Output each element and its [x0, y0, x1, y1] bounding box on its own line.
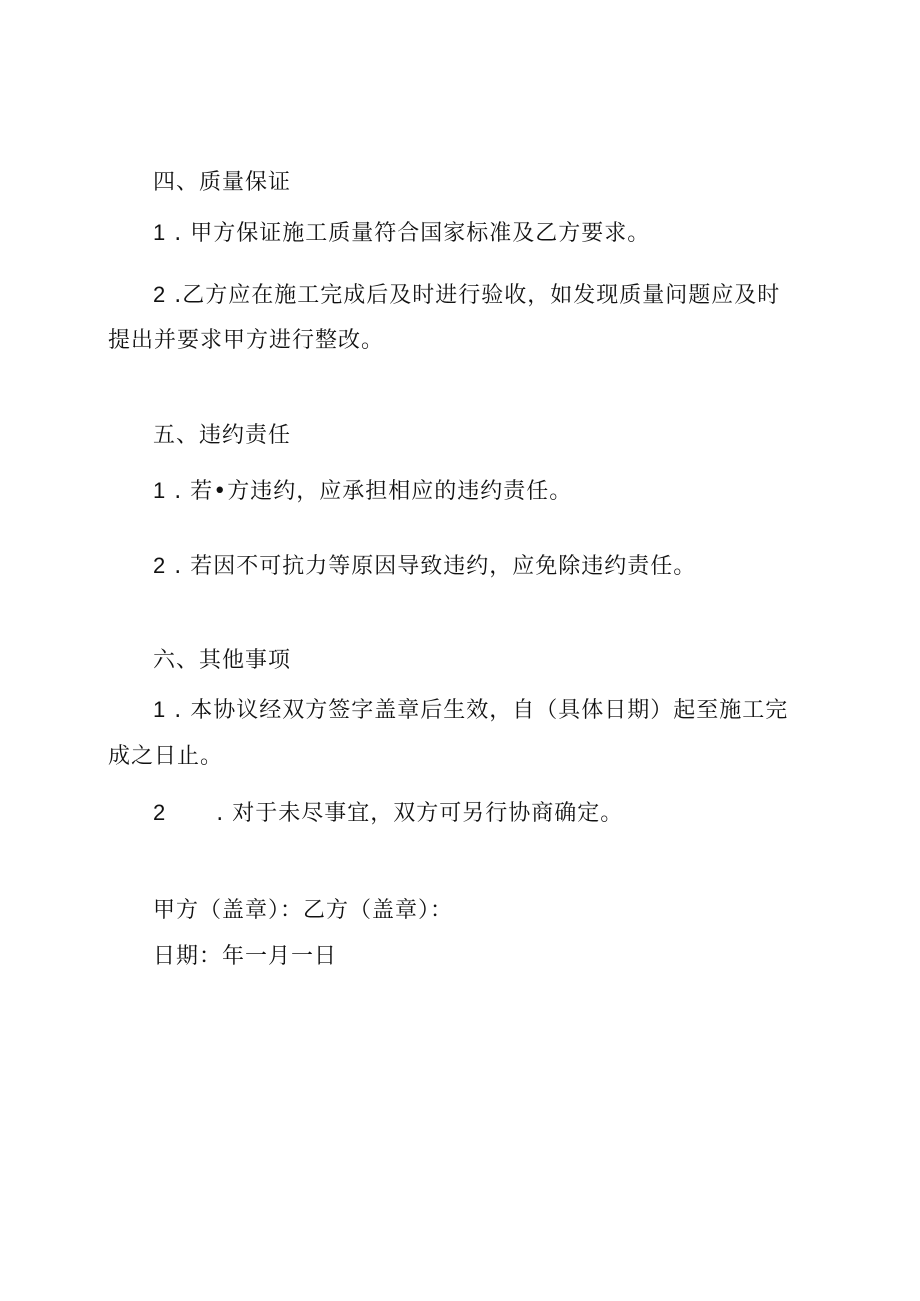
section-4-heading: 四、质量保证 — [153, 170, 292, 195]
signature-parties: 甲方（盖章）：乙方（盖章）： — [153, 898, 454, 923]
section-4-item-1 — [153, 218, 650, 249]
item-number: 2 — [153, 282, 167, 307]
item-text: .乙方应在施工完成后及时进行验收，如发现质量问题应及时 — [174, 283, 781, 308]
signature-date: 日期：年一月一日 — [153, 944, 338, 969]
item-number: 1 — [153, 697, 167, 722]
item-text: . 若因不可抗力等原因导致违约，应免除违约责任。 — [174, 554, 697, 579]
item-number: 2 — [153, 800, 167, 825]
item-number: 1 — [153, 478, 167, 503]
section-4-item-2-continuation: 提出并要求甲方进行整改。 — [108, 328, 385, 353]
item-text: . 本协议经双方签字盖章后生效，自（具体日期）起至施工完 — [174, 698, 789, 723]
section-4-item-2 — [153, 280, 780, 311]
item-text: . 对于未尽事宜，双方可另行协商确定。 — [216, 801, 624, 826]
section-6-heading: 六、其他事项 — [153, 648, 292, 673]
item-number: 2 — [153, 553, 167, 578]
section-6-item-2 — [153, 798, 623, 829]
item-text: . 若•方违约，应承担相应的违约责任。 — [174, 479, 573, 504]
item-number: 1 — [153, 220, 167, 245]
section-6-item-1 — [153, 695, 788, 726]
section-6-item-1-continuation: 成之日止。 — [108, 744, 224, 769]
section-5-heading: 五、违约责任 — [153, 423, 292, 448]
item-text: . 甲方保证施工质量符合国家标准及乙方要求。 — [174, 221, 651, 246]
section-5-item-2 — [153, 551, 696, 582]
section-5-item-1 — [153, 476, 572, 507]
